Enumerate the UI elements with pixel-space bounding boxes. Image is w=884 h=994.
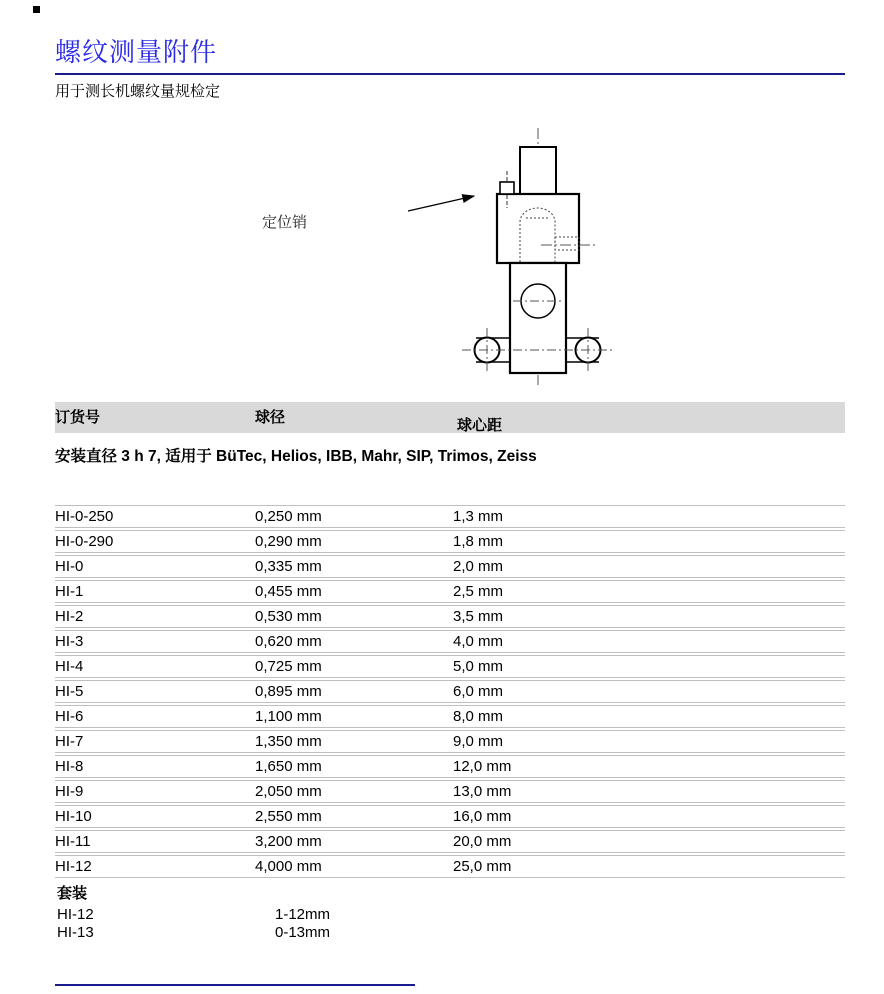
set-order-no: HI-13	[57, 924, 94, 941]
set-range: 1-12mm	[275, 906, 331, 923]
ball-diameter-cell: 0,250 mm	[255, 505, 453, 528]
set-row	[57, 906, 330, 924]
table-row	[55, 755, 845, 778]
ball-diameter-cell: 2,050 mm	[255, 780, 453, 803]
main-body	[497, 194, 579, 263]
order-no-cell: HI-8	[55, 755, 255, 778]
set-range: 0-13mm	[275, 924, 331, 941]
sets-heading: 套装	[57, 885, 88, 902]
order-no-cell: HI-11	[55, 830, 255, 853]
table-row	[55, 555, 845, 578]
title-rule	[55, 73, 845, 75]
order-no-cell: HI-9	[55, 780, 255, 803]
table-row	[55, 580, 845, 603]
ball-diameter-cell: 3,200 mm	[255, 830, 453, 853]
center-distance-cell: 3,5 mm	[453, 605, 845, 628]
order-no-cell: HI-6	[55, 705, 255, 728]
ball-diameter-cell: 0,725 mm	[255, 655, 453, 678]
order-no-cell: HI-0	[55, 555, 255, 578]
center-distance-cell: 8,0 mm	[453, 705, 845, 728]
set-row	[57, 924, 330, 942]
order-no-cell: HI-4	[55, 655, 255, 678]
table-row	[55, 530, 845, 553]
order-no-cell: HI-0-290	[55, 530, 255, 553]
locating-pin	[500, 182, 514, 194]
order-no-cell: HI-1	[55, 580, 255, 603]
order-no-cell: HI-3	[55, 630, 255, 653]
order-no-cell: HI-10	[55, 805, 255, 828]
table-row	[55, 830, 845, 853]
ball-diameter-cell: 0,620 mm	[255, 630, 453, 653]
mounting-note: 安装直径 3 h 7, 适用于 BüTec, Helios, IBB, Mahr, SIP, Trimos, Zeiss	[55, 448, 537, 465]
center-distance-cell: 13,0 mm	[453, 780, 845, 803]
top-pin	[520, 147, 556, 194]
table-row	[55, 630, 845, 653]
table-row	[55, 855, 845, 878]
sets-section	[57, 884, 330, 942]
order-no-cell: HI-5	[55, 680, 255, 703]
center-distance-cell: 2,0 mm	[453, 555, 845, 578]
ball-diameter-cell: 0,895 mm	[255, 680, 453, 703]
order-no-cell: HI-7	[55, 730, 255, 753]
center-distance-cell: 20,0 mm	[453, 830, 845, 853]
table-row	[55, 505, 845, 528]
order-no-cell: HI-2	[55, 605, 255, 628]
center-distance-cell: 25,0 mm	[453, 855, 845, 878]
ball-diameter-cell: 0,335 mm	[255, 555, 453, 578]
ball-diameter-cell: 0,530 mm	[255, 605, 453, 628]
table-row	[55, 705, 845, 728]
product-table	[55, 503, 845, 880]
center-distance-cell: 9,0 mm	[453, 730, 845, 753]
center-distance-cell: 6,0 mm	[453, 680, 845, 703]
page-subtitle: 用于测长机螺纹量规检定	[55, 83, 221, 100]
footer-rule	[55, 984, 415, 986]
table-row	[55, 730, 845, 753]
table-row	[55, 605, 845, 628]
ball-diameter-cell: 1,350 mm	[255, 730, 453, 753]
table-row	[55, 780, 845, 803]
center-distance-cell: 1,3 mm	[453, 505, 845, 528]
table-header-row	[55, 402, 845, 433]
ball-diameter-cell: 2,550 mm	[255, 805, 453, 828]
ball-diameter-cell: 0,455 mm	[255, 580, 453, 603]
ball-diameter-cell: 0,290 mm	[255, 530, 453, 553]
set-order-no: HI-12	[57, 906, 94, 923]
pointer-arrow	[408, 196, 474, 211]
table-row	[55, 680, 845, 703]
page-title: 螺纹测量附件	[55, 37, 218, 67]
header-ball-diameter: 球径	[255, 409, 286, 426]
center-distance-cell: 5,0 mm	[453, 655, 845, 678]
technical-drawing	[255, 122, 655, 397]
center-distance-cell: 16,0 mm	[453, 805, 845, 828]
center-distance-cell: 4,0 mm	[453, 630, 845, 653]
ball-diameter-cell: 4,000 mm	[255, 855, 453, 878]
order-no-cell: HI-12	[55, 855, 255, 878]
locating-pin-label: 定位销	[262, 214, 308, 231]
header-center-distance: 球心距	[457, 417, 503, 434]
ball-diameter-cell: 1,650 mm	[255, 755, 453, 778]
table-row	[55, 655, 845, 678]
page-corner-mark	[33, 6, 40, 13]
center-distance-cell: 2,5 mm	[453, 580, 845, 603]
ball-diameter-cell: 1,100 mm	[255, 705, 453, 728]
table-row	[55, 805, 845, 828]
header-order-no: 订货号	[55, 409, 101, 426]
center-distance-cell: 12,0 mm	[453, 755, 845, 778]
order-no-cell: HI-0-250	[55, 505, 255, 528]
center-distance-cell: 1,8 mm	[453, 530, 845, 553]
